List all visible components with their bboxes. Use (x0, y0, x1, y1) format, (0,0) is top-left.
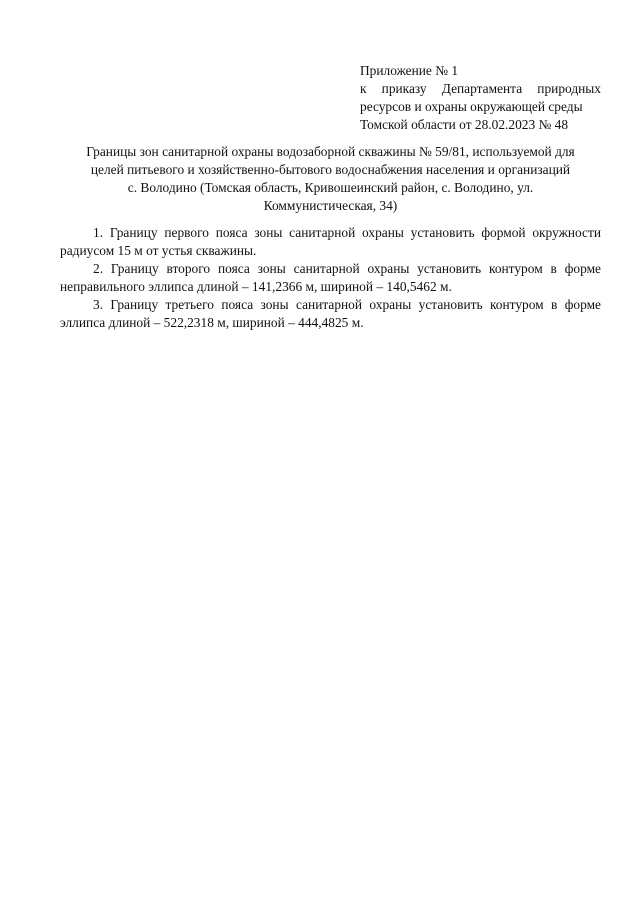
paragraph-2-line-1: 2. Границу второго пояса зоны санитарной охраны установить контуром в форме (93, 261, 601, 276)
title-line-4: Коммунистическая, 34) (263, 198, 398, 213)
title-line-2: целей питьевого и хозяйственно-бытового водоснабжения населения и организаций (90, 162, 571, 177)
paragraph-2-line-2: неправильного эллипса длиной – 141,2366 м, шириной – 140,5462 м. (60, 279, 452, 294)
appendix-order-ref: к приказу Департамента природных (360, 81, 601, 96)
document-body (60, 224, 601, 332)
paragraph-third-zone (60, 296, 601, 332)
paragraph-1-line-1: 1. Границу первого пояса зоны санитарной охраны установить формой окружности (93, 225, 601, 240)
appendix-header (360, 62, 601, 134)
appendix-date: Томской области от 28.02.2023 № 48 (360, 117, 569, 132)
paragraph-second-zone (60, 260, 601, 296)
paragraph-3-line-1: 3. Границу третьего пояса зоны санитарной охраны установить контуром в форме (93, 297, 601, 312)
document-title (60, 143, 601, 215)
paragraph-first-zone (60, 224, 601, 260)
paragraph-1-line-2: радиусом 15 м от устья скважины. (60, 243, 257, 258)
paragraph-3-line-2: эллипса длиной – 522,2318 м, шириной – 444,4825 м. (60, 315, 364, 330)
appendix-number: Приложение № 1 (360, 63, 459, 78)
appendix-department: ресурсов и охраны окружающей среды (360, 99, 583, 114)
title-line-1: Границы зон санитарной охраны водозаборной скважины № 59/81, используемой для (86, 144, 575, 159)
title-line-3: с. Володино (Томская область, Кривошеинский район, с. Володино, ул. (127, 180, 534, 195)
